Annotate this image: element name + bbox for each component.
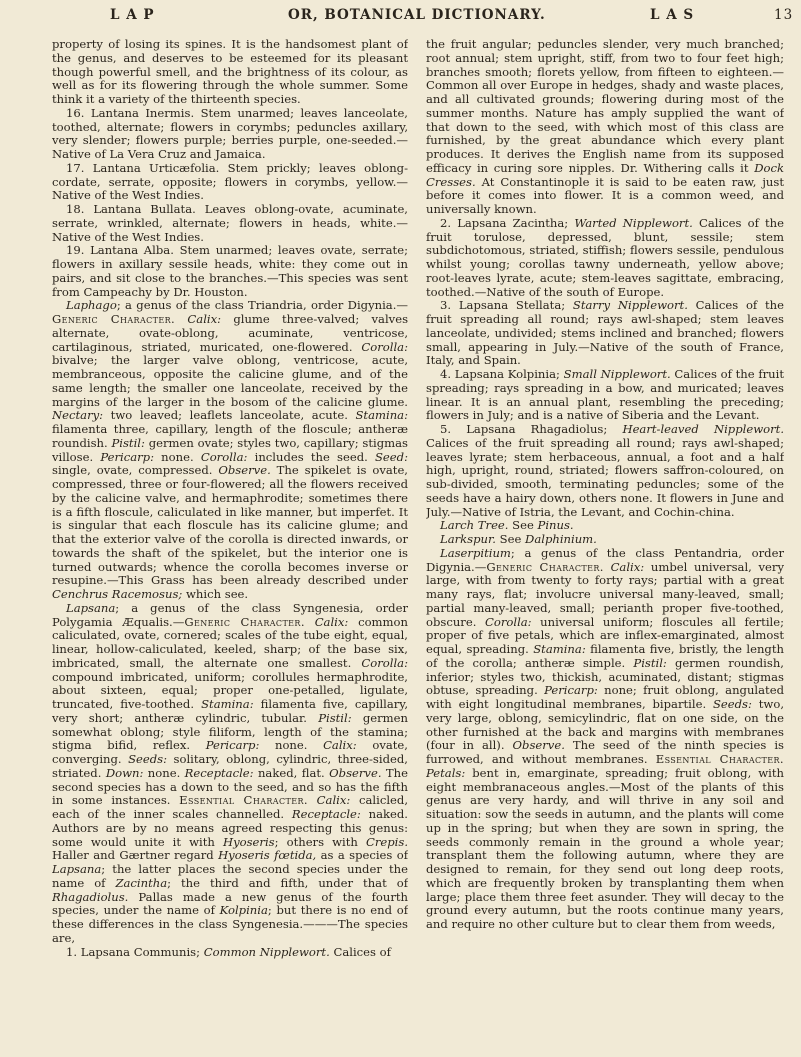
italic-text: Larch Tree.: [440, 518, 509, 533]
text-run: universal uniform; floscules all fertile; proper of five petals, which are inflex-emarginated, almost equal, spreading.: [426, 614, 784, 656]
italic-text: Laserpitium: [440, 545, 511, 560]
italic-text: Cenchrus Racemosus;: [52, 587, 183, 601]
small-caps-heading: Generic Character.: [184, 614, 305, 629]
italic-text: Calix:: [610, 559, 645, 574]
header-left-guide-word: L A P: [110, 7, 155, 23]
text-run: calicled, each of the inner scales channelled.: [52, 793, 408, 821]
text-run: 5. Lapsana Rhagadiolus;: [440, 422, 623, 436]
italic-text: Petals:: [426, 765, 466, 780]
text-run: Calices of the fruit spreading all round; rays awl-shaped; stem leaves lanceolate, undivided; stems inclined and branched; flowers small, appearing in July.—Native of the south of France, Italy, and Spain.: [426, 298, 784, 368]
italic-text: Pistil:: [633, 655, 667, 670]
italic-text: Lapsana: [52, 862, 102, 876]
italic-text: Stamina:: [201, 697, 254, 711]
small-caps-heading: Essential Character.: [179, 793, 308, 808]
text-run: See: [508, 518, 538, 533]
italic-text: Laphago: [66, 298, 117, 313]
small-caps-heading: Generic Character.: [486, 559, 604, 574]
italic-text: Pericarp:: [544, 683, 598, 698]
italic-text: Corolla:: [361, 339, 408, 354]
text-run: which see.: [182, 587, 249, 601]
text-run: ; a genus of the class Syngenesia, order Polygamia Æqualis.—: [52, 600, 408, 629]
text-run: 18. Lantana Bullata. Leaves oblong-ovate, acuminate, serrate, wrinkled, alternate; flowers in heads, white.—Native of the West Indies.: [52, 202, 408, 244]
right-column: [426, 38, 784, 1054]
text-run: ovate, converging.: [52, 738, 408, 766]
text-run: as a species of: [316, 848, 408, 863]
left-column: [52, 38, 408, 1054]
paragraph: [426, 533, 784, 547]
running-header: [52, 7, 794, 29]
italic-text: Calix:: [314, 614, 349, 629]
text-run: the fruit angular; peduncles slender, very much branched; root annual; stem upright, stiff, from two to four feet high; branches smooth; florets yellow, from fifteen to eighteen.—Common all over Europe in hedges, shady and waste places, and all cultivated grounds; flowering during most of the summer months. Nature has amply supplied the want of that down to the seed, with which most of this class are furnished, by the great abundance which every plant produces. It derives the English name from its supposed efficacy in curing sore nipples. Dr. Withering calls it: [426, 38, 784, 175]
italic-text: Pericarp:: [205, 738, 260, 753]
text-run: 16. Lantana Inermis. Stem unarmed; leaves lanceolate, toothed, alternate; flowers in corymbs; peduncles axillary, very slender; flowers purple; berries purple, one-seeded.—Native of La Vera Cruz and Jamaica.: [52, 105, 408, 161]
text-run: Calices of: [329, 944, 391, 959]
text-run: Pallas made a new genus of the fourth species, under the name of: [52, 889, 408, 918]
italic-text: Seeds:: [712, 697, 752, 711]
text-run: 4. Lapsana Kolpinia;: [440, 367, 564, 381]
paragraph: [426, 423, 784, 519]
text-run: 2. Lapsana Zacintha;: [440, 215, 575, 230]
text-run: glume three-valved; valves alternate, ovate-oblong, acuminate, ventricose, cartilaginous, striated, muricated, one-flowered.: [52, 312, 408, 354]
italic-text: Zacintha: [115, 875, 168, 890]
text-run: ; others with: [274, 834, 366, 849]
text-run: germen roundish, inferior; styles two, thickish, acuminated, distant; stigmas obtuse, spreading.: [426, 655, 784, 698]
text-run: See: [495, 532, 526, 546]
italic-text: Corolla:: [484, 614, 532, 629]
text-run: ; but there is no end of these differences in the class Syngenesia.———The species are,: [52, 903, 408, 945]
text-run: property of losing its spines. It is the handsomest plant of the genus, and deserves to be esteemed for its pleasant though powerful smell, and the brightness of its colour, as well as for its flowering through the whole summer. Some think it a variety of the thirteenth species.: [52, 38, 408, 106]
italic-text: Seed:: [374, 449, 408, 464]
text-run: germen somewhat oblong; style filiform, length of the stamina; stigma bifid, reflex.: [52, 710, 408, 753]
italic-text: Pistil:: [318, 710, 352, 725]
text-run: compound imbricated, uniform; corollules hermaphrodite, about sixteen, equal; proper one-petalled, ligulate, truncated, five-toothed.: [52, 669, 408, 711]
paragraph: [426, 299, 784, 368]
italic-text: Kolpinia: [219, 903, 268, 918]
italic-text: Heart-leaved Nipplewort.: [622, 422, 784, 436]
italic-text: Calix:: [187, 312, 222, 326]
text-run: solitary, oblong, cylindric, three-sided, striated.: [52, 752, 408, 780]
italic-text: Warted Nipplewort.: [574, 215, 693, 230]
text-run: two leaved; leaflets lanceolate, acute.: [103, 408, 356, 423]
italic-text: Dock Cresses.: [426, 160, 784, 189]
text-run: germen ovate; styles two, capillary; stigmas villose.: [52, 435, 408, 464]
text-run: 17. Lantana Urticæfolia. Stem prickly; leaves oblong-cordate, serrate, opposite; flowers in corymbs, yellow.—Native of the West Indies.: [52, 160, 408, 203]
italic-text: Corolla:: [200, 449, 248, 464]
italic-text: Hyoseris: [222, 834, 275, 849]
text-run: ; a genus of the class Pentandria, order Digynia.—: [426, 545, 784, 574]
text-run: Calices of the fruit spreading; rays spreading in a bow, and muricated; leaves linear. It is an annual plant, resembling the preceding; flowers in July; and is a native of Siberia and the Levant.: [426, 367, 784, 423]
italic-text: Observe.: [512, 738, 565, 753]
italic-text: Pinus.: [537, 518, 574, 533]
small-caps-heading: Generic Character.: [52, 312, 176, 326]
text-run: includes the seed.: [247, 449, 375, 464]
italic-text: Rhagadiolus.: [52, 889, 129, 904]
text-run: two, very large, oblong, semicylindric, flat on one side, on the other furnished at the back and margins with membranes (four in all).: [426, 697, 784, 753]
italic-text: Down:: [105, 765, 144, 780]
italic-text: Pistil:: [111, 435, 145, 450]
page-number: 13: [774, 7, 794, 23]
paragraph: [426, 547, 784, 932]
text-run: common caliculated, ovate, cornered; scales of the tube eight, equal, linear, hollow-caliculated, keeled, sharp; of the base six, imbricated, small, the alternate one smallest.: [52, 614, 408, 670]
header-right-guide-word: L A S: [650, 7, 695, 23]
text-run: 19. Lantana Alba. Stem unarmed; leaves ovate, serrate; flowers in axillary sessile heads, white: they come out in pairs, and sit close to the branches.—This species was sent from Campeachy by Dr. Houston.: [52, 243, 408, 299]
italic-text: Hyoseris fœtida,: [218, 848, 317, 863]
italic-text: Nectary:: [52, 408, 104, 423]
text-run: none.: [143, 765, 185, 780]
text-run: [308, 793, 317, 807]
text-run: umbel universal, very large, with from twenty to forty rays; partial with a great many rays, flat; involucre universal many-leaved, small; partial many-leaved, small; perianth proper five-toothed, obscure.: [426, 559, 784, 629]
text-run: [604, 560, 611, 574]
text-run: ; a genus of the class Triandria, order Digynia.—: [116, 298, 408, 313]
text-run: ; the third and fifth, under that of: [167, 875, 408, 890]
text-run: none.: [154, 449, 201, 464]
text-run: 1. Lapsana Communis;: [66, 944, 204, 959]
italic-text: Starry Nipplewort.: [572, 298, 688, 313]
italic-text: Observe.: [218, 463, 271, 478]
paragraph: [426, 217, 784, 300]
text-run: filamenta three, capillary, length of the floscule; antheræ roundish.: [52, 422, 408, 450]
text-run: bivalve; the larger valve oblong, ventricose, acute, membranceous, opposite the calicine glume, and of the same length; the smaller one lanceolate, received by the margins of the larger in the bosom of the calicine glume.: [52, 353, 408, 409]
text-run: naked, flat.: [253, 765, 330, 780]
paragraph: [52, 602, 408, 946]
text-run: At Constantinople it is said to be eaten raw, just before it comes into flower. It is a common weed, and universally known.: [426, 174, 784, 216]
italic-text: Receptacle:: [184, 765, 254, 780]
paragraph: [52, 107, 408, 162]
text-run: none.: [259, 738, 324, 753]
italic-text: Calix:: [323, 738, 357, 753]
text-run: Calices of the fruit spreading all round; rays awl-shaped; leaves lyrate; stem herbaceous, annual, a foot and a half high, upright, round, striated; flowers saffron-coloured, on sub-divided, smooth, terminating peduncles; some of the seeds have a hairy down, others none. It flowers in June and July.—Native of Istria, the Levant, and Cochin-china.: [426, 435, 784, 519]
italic-text: Corolla:: [361, 655, 408, 670]
italic-text: Larkspur.: [440, 532, 496, 546]
italic-text: Lapsana: [66, 600, 116, 615]
small-caps-heading: Essential Character.: [655, 752, 784, 766]
paragraph: [426, 368, 784, 423]
italic-text: Receptacle:: [291, 807, 361, 821]
text-run: 3. Lapsana Stellata;: [440, 298, 573, 313]
text-run: bent in, emarginate, spreading; fruit oblong, with eight membranaceous angles.—Most of the plants of this genus are very hardy, and will thrive in any soil and situation: sow the seeds in autumn, and the plants will come up in the spring; but when they are sown in spring, the seeds commonly remain in the ground a whole year; transplant them the following autumn, where they are designed to remain, for they send out long deep roots, which are frequently broken by transplanting them when large; place them three feet asunder. They will decay to the ground every autumn, but the roots continue many years, and require no other culture but to clear them from weeds,: [426, 765, 784, 931]
italic-text: Seeds:: [128, 752, 168, 766]
paragraph: [52, 299, 408, 602]
italic-text: Crepis.: [365, 834, 408, 849]
text-run: The seed of the ninth species is furrowed, and without membranes.: [426, 738, 784, 766]
text-run: filamenta five, bristly, the length of the corolla; antheræ simple.: [426, 642, 784, 670]
italic-text: Small Nipplewort.: [563, 367, 671, 381]
paragraph: [52, 162, 408, 203]
paragraph: [52, 38, 408, 107]
text-run: Calices of the fruit torulose, depressed, blunt, sessile; stem subdichotomous, striated, stiffish; flowers sessile, pendulous whilst young; corollas tawny underneath, yellow above; root-leaves lyrate, acute; stem-leaves sagittate, embracing, toothed.—Native of the south of Europe.: [426, 215, 784, 299]
paragraph: [52, 203, 408, 244]
italic-text: Stamina:: [533, 642, 586, 656]
text-run: [305, 615, 315, 629]
italic-text: Stamina:: [355, 408, 408, 423]
italic-text: Dalphinium.: [525, 532, 597, 546]
text-run: naked. Authors are by no means agreed respecting this genus: some would unite it with: [52, 807, 408, 849]
paragraph: [426, 38, 784, 217]
italic-text: Calix:: [316, 793, 351, 808]
text-run: Haller and Gærtner regard: [52, 848, 219, 863]
header-title: OR, BOTANICAL DICTIONARY.: [288, 7, 546, 23]
text-run: The second species has a down to the seed, and so has the fifth in some instances.: [52, 765, 408, 808]
italic-text: Pericarp:: [100, 449, 154, 464]
text-run: [175, 312, 187, 326]
text-run: single, ovate, compressed.: [52, 463, 219, 478]
paragraph: [52, 946, 408, 960]
text-run: filamenta five, capillary, very short; antheræ cylindric, tubular.: [52, 697, 408, 725]
paragraph: [52, 244, 408, 299]
text-run: ; the latter places the second species under the name of: [52, 862, 408, 890]
italic-text: Observe.: [329, 765, 382, 780]
text-run: The spikelet is ovate, compressed, three or four-flowered; all the flowers received by the calicine valve, and hermaphrodite; sometimes there is a fifth floscule, caliculated in like manner, but imperfet. It is singular that each floscule has its calicine glume; and that the exterior valve of the corolla is directed inwards, or towards the shaft of the spikelet, but the interior one is turned outwards; whence the corolla becomes inverse or resupine.—This Grass has been already described under: [52, 463, 408, 588]
text-run: none; fruit oblong, angulated with eight longitudinal membranes, bipartile.: [426, 683, 784, 711]
italic-text: Common Nipplewort.: [203, 944, 330, 959]
paragraph: [426, 519, 784, 533]
